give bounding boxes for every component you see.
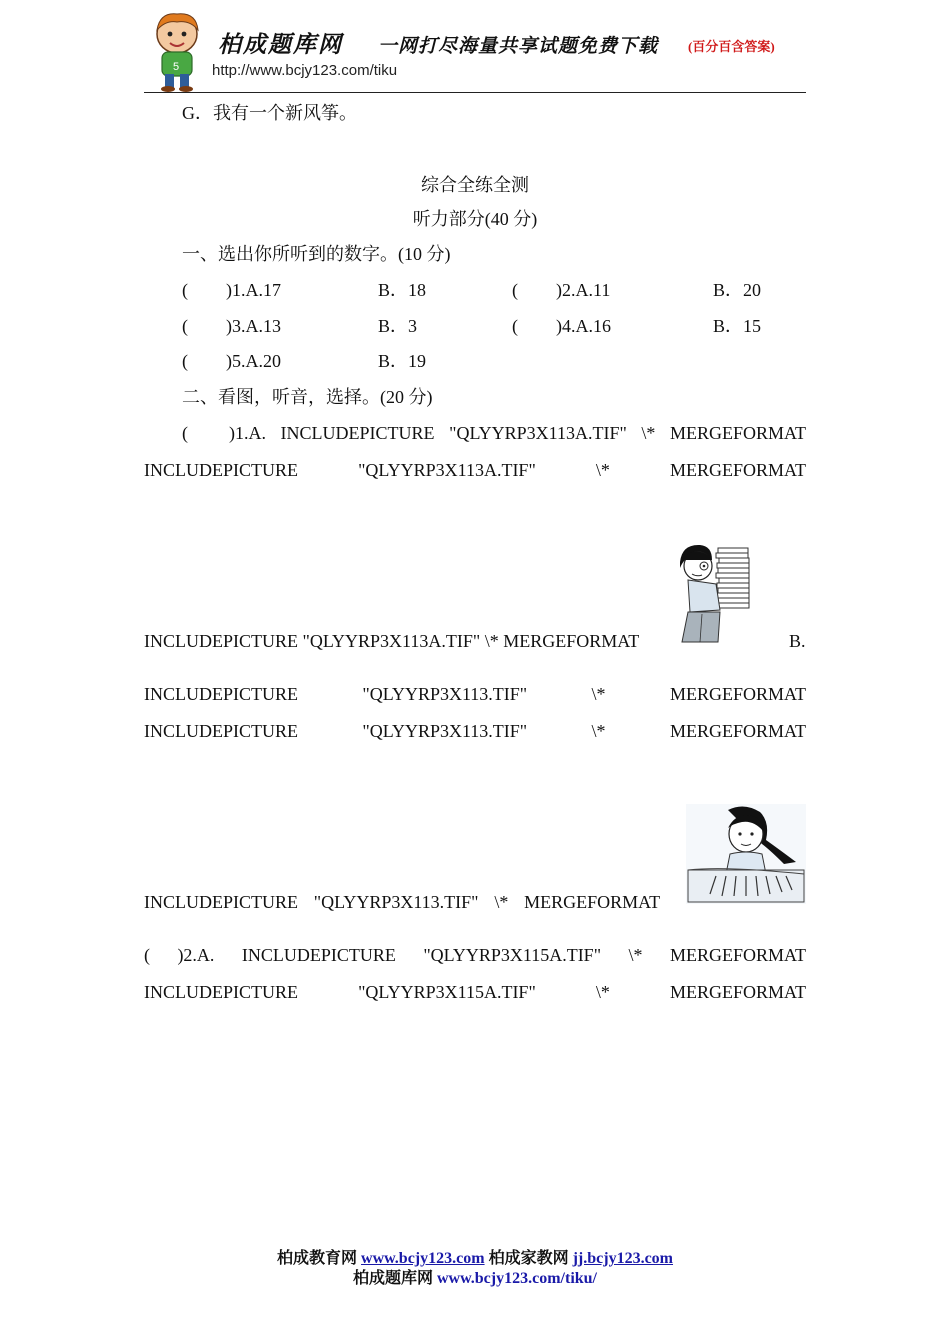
footer-line-1 [0,1249,950,1269]
footer-link-edu[interactable]: www.bcjy123.com [361,1250,485,1267]
field-code-token: \* [595,460,610,480]
field-code-token: \* [595,982,610,1002]
footer-label-edu: 柏成教育网 [277,1250,358,1267]
q3-option-b: B．3 [378,316,418,336]
q1-bracket: ( [182,280,188,300]
site-url[interactable]: http://www.bcjy123.com/tiku [212,62,398,79]
field-code-row-3: INCLUDEPICTURE "QLYYRP3X113A.TIF" \* MERGEFORMAT [144,631,640,651]
field-code-token: "QLYYRP3X113A.TIF" [358,460,536,480]
field-code-token: INCLUDEPICTURE [144,684,298,704]
q2-option-a: )2.A.11 [556,280,611,300]
option-b-label: B. [789,631,806,651]
field-code-token: INCLUDEPICTURE [241,945,396,965]
footer-label-tutor: 柏成家教网 [488,1250,569,1267]
q1-option-b: B．18 [378,280,427,300]
field-code-token: )2.A. [177,945,215,965]
field-code-token: \* [591,721,606,741]
footer-link-tutor[interactable]: jj.bcjy123.com [572,1250,673,1267]
field-code-token: \* [494,892,509,912]
q4-option-a: )4.A.16 [556,316,611,336]
mascot-icon [146,10,208,92]
q3-option-a: )3.A.13 [226,316,281,336]
field-code-token: "QLYYRP3X113.TIF" [362,721,528,741]
slogan-tag: (百分百含答案) [688,39,775,54]
field-code-token: "QLYYRP3X113.TIF" [313,892,479,912]
q5-bracket: ( [182,351,188,371]
field-code-token: INCLUDEPICTURE [144,460,298,480]
field-code-token: "QLYYRP3X115A.TIF" [358,982,536,1002]
section-2-heading: 二、看图，听音，选择。(20 分) [182,387,433,407]
field-code-token: INCLUDEPICTURE [144,721,298,741]
paper-title: 综合全练全测 [421,175,529,195]
field-code-token: "QLYYRP3X113.TIF" [362,684,528,704]
field-code-row-8 [144,981,806,1003]
boy-carrying-books-icon [674,540,752,644]
field-code-token: \* [628,945,643,965]
field-code-row-6 [144,891,806,913]
footer-label-tiku: 柏成题库网 [352,1270,433,1287]
field-code-token: MERGEFORMAT [669,982,806,1002]
section-1-heading: 一、选出你所听到的数字。(10 分) [182,244,451,264]
q5-option-a: )5.A.20 [226,351,281,371]
p1-bracket: ( [182,423,188,443]
site-name: 柏成题库网 [218,31,343,58]
footer-link-tiku[interactable]: www.bcjy123.com/tiku/ [437,1270,597,1287]
field-code-token: INCLUDEPICTURE [144,892,298,912]
field-code-row-5 [144,720,806,742]
picture-girl-pencils [686,804,806,904]
listening-heading: 听力部分(40 分) [412,209,538,229]
site-slogan: 一网打尽海量共享试题免费下载 [378,35,659,57]
girl-with-pencils-icon [686,804,806,904]
field-code-token: "QLYYRP3X115A.TIF" [423,945,602,965]
q1-option-a: )1.A.17 [226,280,281,300]
field-code-token: MERGEFORMAT [524,892,661,912]
field-code-token: MERGEFORMAT [669,721,806,741]
q5-option-b: B．19 [378,351,427,371]
field-code-row-4 [144,683,806,705]
field-code-token: MERGEFORMAT [669,460,806,480]
picture-boy-books [674,540,752,644]
q2-option-b: B．20 [713,280,762,300]
field-code-token: MERGEFORMAT [669,945,806,965]
header-divider [144,92,806,93]
q2-bracket: ( [512,280,518,300]
field-code-row-2 [144,459,806,481]
field-code-token: \* [591,684,606,704]
svg-text:5: 5 [173,61,180,73]
field-code-row-7 [144,944,806,966]
q4-option-b: B．15 [713,316,762,336]
q4-bracket: ( [512,316,518,336]
option-g: G．我有一个新风筝。 [182,103,357,123]
field-code-token: MERGEFORMAT [669,684,806,704]
footer-line-2 [0,1269,950,1289]
p2-bracket: ( [144,945,150,965]
header-logo-mascot [146,10,208,92]
p1-line: )1.A. INCLUDEPICTURE "QLYYRP3X113A.TIF" \* MERGEFORMAT [229,423,806,443]
q3-bracket: ( [182,316,188,336]
field-code-token: INCLUDEPICTURE [144,982,298,1002]
